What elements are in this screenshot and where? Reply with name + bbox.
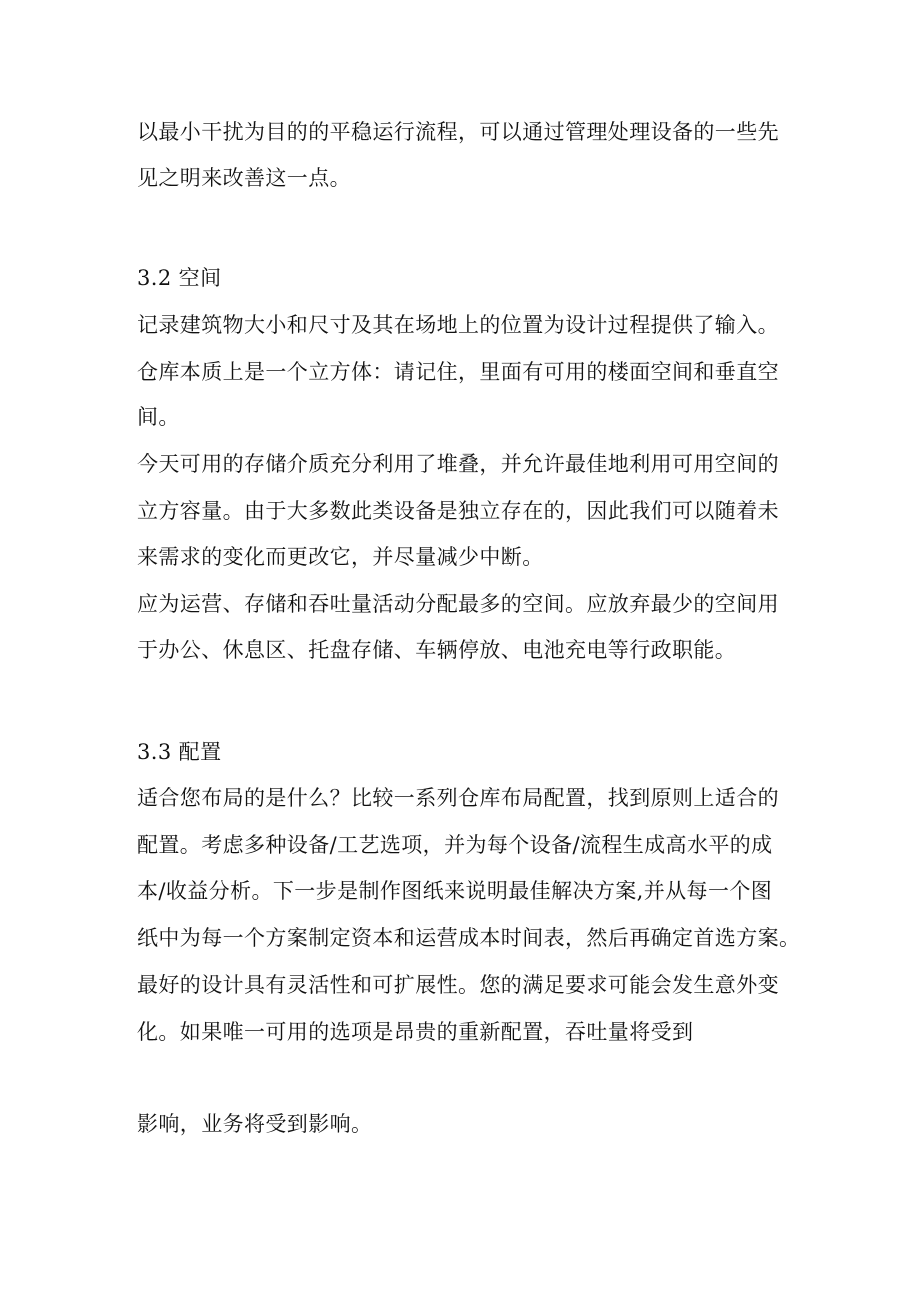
paragraph-line: 记录建筑物大小和尺寸及其在场地上的位置为设计过程提供了输入。 (137, 313, 779, 337)
paragraph-line: 见之明来改善这一点。 (137, 166, 351, 190)
paragraph-line: 配置。考虑多种设备/工艺选项，并为每个设备/流程生成高水平的成 (137, 833, 773, 857)
section-heading: 3.3 配置 (137, 740, 222, 764)
paragraph-line: 影响，业务将受到影响。 (137, 1112, 373, 1136)
paragraph-line: 最好的设计具有灵活性和可扩展性。您的满足要求可能会发生意外变 (137, 973, 779, 997)
paragraph-line: 今天可用的存储介质充分利用了堆叠，并允许最佳地利用可用空间的 (137, 452, 779, 476)
paragraph-line: 立方容量。由于大多数此类设备是独立存在的，因此我们可以随着未 (137, 499, 779, 523)
paragraph-line: 来需求的变化而更改它，并尽量减少中断。 (137, 545, 544, 569)
paragraph-line: 化。如果唯一可用的选项是昂贵的重新配置，吞吐量将受到 (137, 1020, 694, 1044)
paragraph-line: 应为运营、存储和吞吐量活动分配最多的空间。应放弃最少的空间用 (137, 592, 779, 616)
paragraph-line: 适合您布局的是什么？比较一系列仓库布局配置，找到原则上适合的 (137, 786, 779, 810)
paragraph-line: 本/收益分析。下一步是制作图纸来说明最佳解决方案,并从每一个图 (137, 879, 773, 903)
paragraph-line: 间。 (137, 405, 180, 429)
paragraph-line: 纸中为每一个方案制定资本和运营成本时间表，然后再确定首选方案。 (137, 926, 801, 950)
paragraph-line: 于办公、休息区、托盘存储、车辆停放、电池充电等行政职能。 (137, 638, 737, 662)
paragraph-line: 以最小干扰为目的的平稳运行流程，可以通过管理处理设备的一些先 (137, 120, 779, 144)
section-heading: 3.2 空间 (137, 266, 222, 290)
paragraph-line: 仓库本质上是一个立方体：请记住，里面有可用的楼面空间和垂直空 (137, 360, 779, 384)
